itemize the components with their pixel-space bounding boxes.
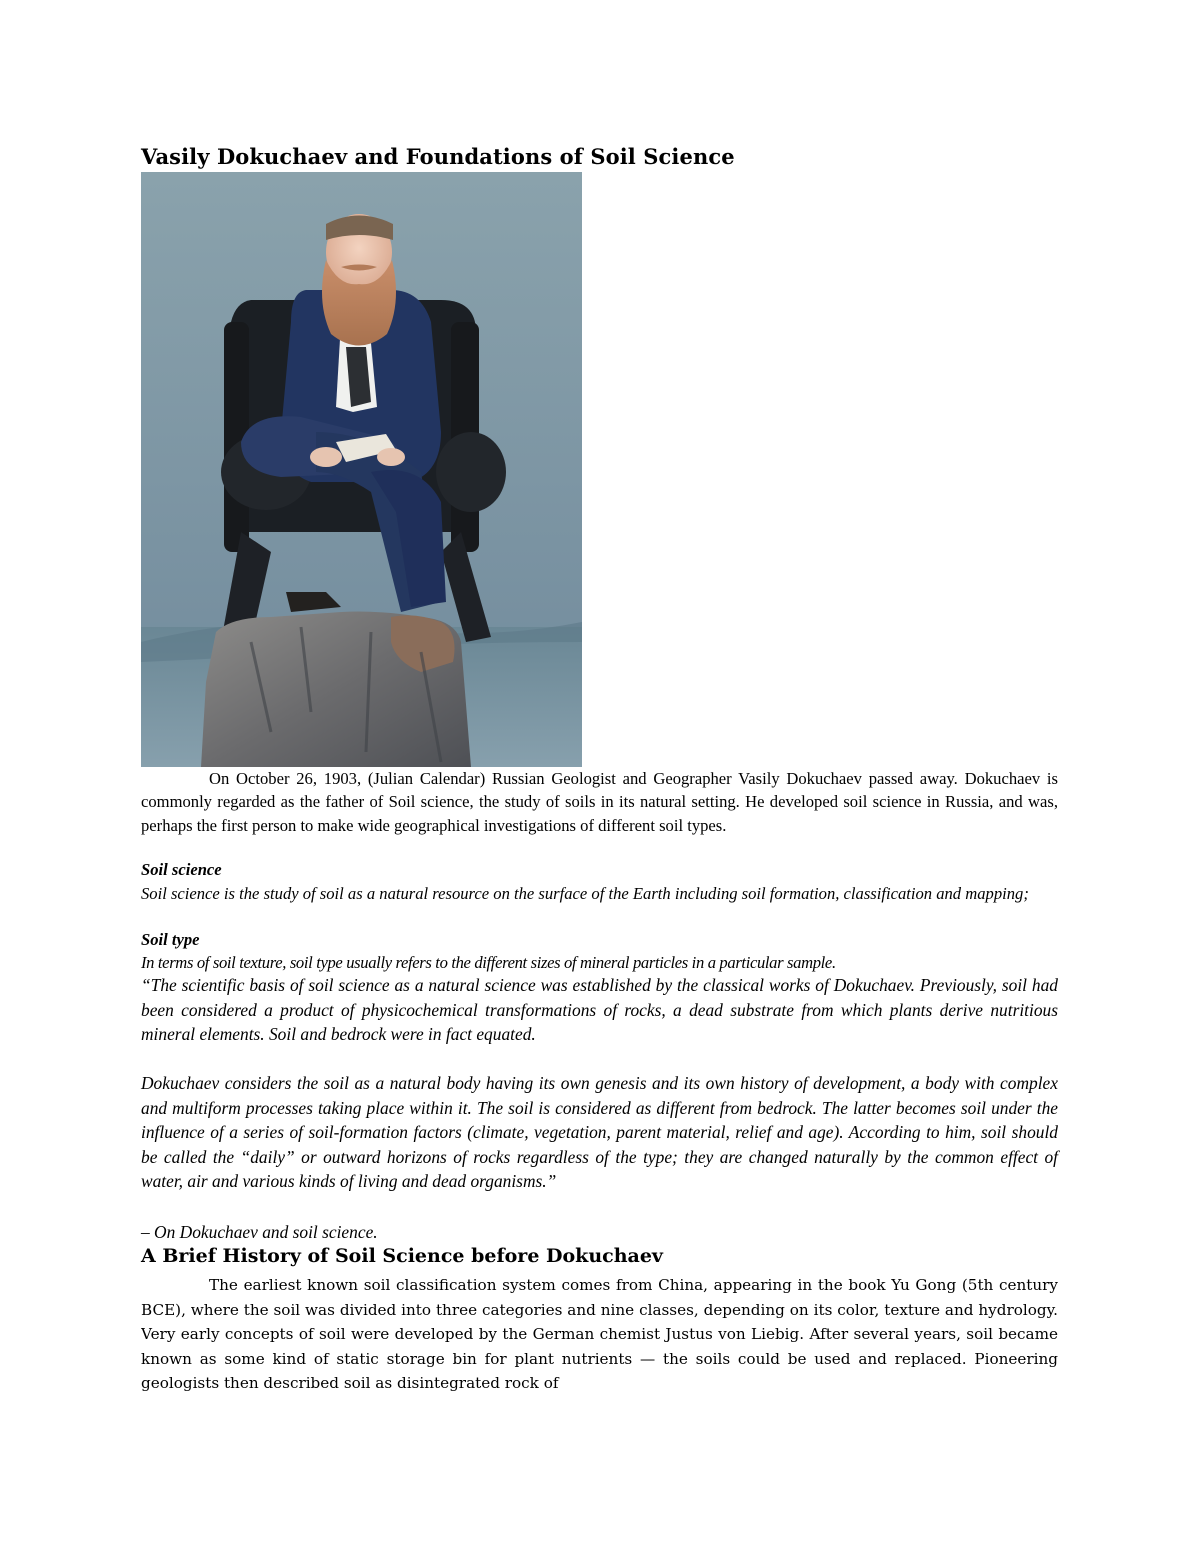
intro-paragraph: On October 26, 1903, (Julian Calendar) Russian Geologist and Geographer Vasily Dokuchaev passed away. Dokuchaev is commonly regarded as the father of Soil science, the study of soils in its natural setting. He developed soil science in Russia, and was, perhaps the first person to make wide geographical investigations of different soil types. <box>141 769 1058 835</box>
definition-text-soil-type: In terms of soil texture, soil type usually refers to the different sizes of mineral particles in a particular sample. <box>141 953 836 972</box>
page-title: Vasily Dokuchaev and Foundations of Soil Science <box>141 144 735 169</box>
portrait-photo <box>141 172 582 767</box>
definition-term-soil-type: Soil type <box>141 930 200 949</box>
quote-attribution: – On Dokuchaev and soil science. <box>141 1222 378 1242</box>
quote-paragraph-2: Dokuchaev considers the soil as a natural body having its own genesis and its own history of development, a body with complex and multiform processes taking place within it. The soil is considered as different from bedrock. The latter becomes soil under the influence of a series of soil-formation factors (climate, vegetation, parent material, relief and age). According to him, soil should be called the “daily” or outward horizons of rocks regardless of the type; they are changed naturally by the common effect of water, air and various kinds of living and dead organisms.” <box>141 1073 1058 1192</box>
section-heading-history: A Brief History of Soil Science before Dokuchaev <box>141 1245 663 1267</box>
definition-text-soil-science: Soil science is the study of soil as a natural resource on the surface of the Earth including soil formation, classification and mapping; <box>141 884 1029 903</box>
definition-term-soil-science: Soil science <box>141 860 222 879</box>
history-paragraph: The earliest known soil classification system comes from China, appearing in the book Yu Gong (5th century BCE), where the soil was divided into three categories and nine classes, depending on its color, texture and hydrology. Very early concepts of soil were developed by the German chemist Justus von Liebig. After several years, soil became known as some kind of static storage bin for plant nutrients — the soils could be used and replaced. Pioneering geologists then described soil as disintegrated rock of <box>141 1276 1058 1393</box>
portrait-illustration <box>141 172 582 767</box>
quote-paragraph-1: “The scientific basis of soil science as a natural science was established by the classical works of Dokuchaev. Previously, soil had been considered a product of physicochemical transformations of rocks, a dead substrate from which plants derive nutritious mineral elements. Soil and bedrock were in fact equated. <box>141 975 1058 1045</box>
